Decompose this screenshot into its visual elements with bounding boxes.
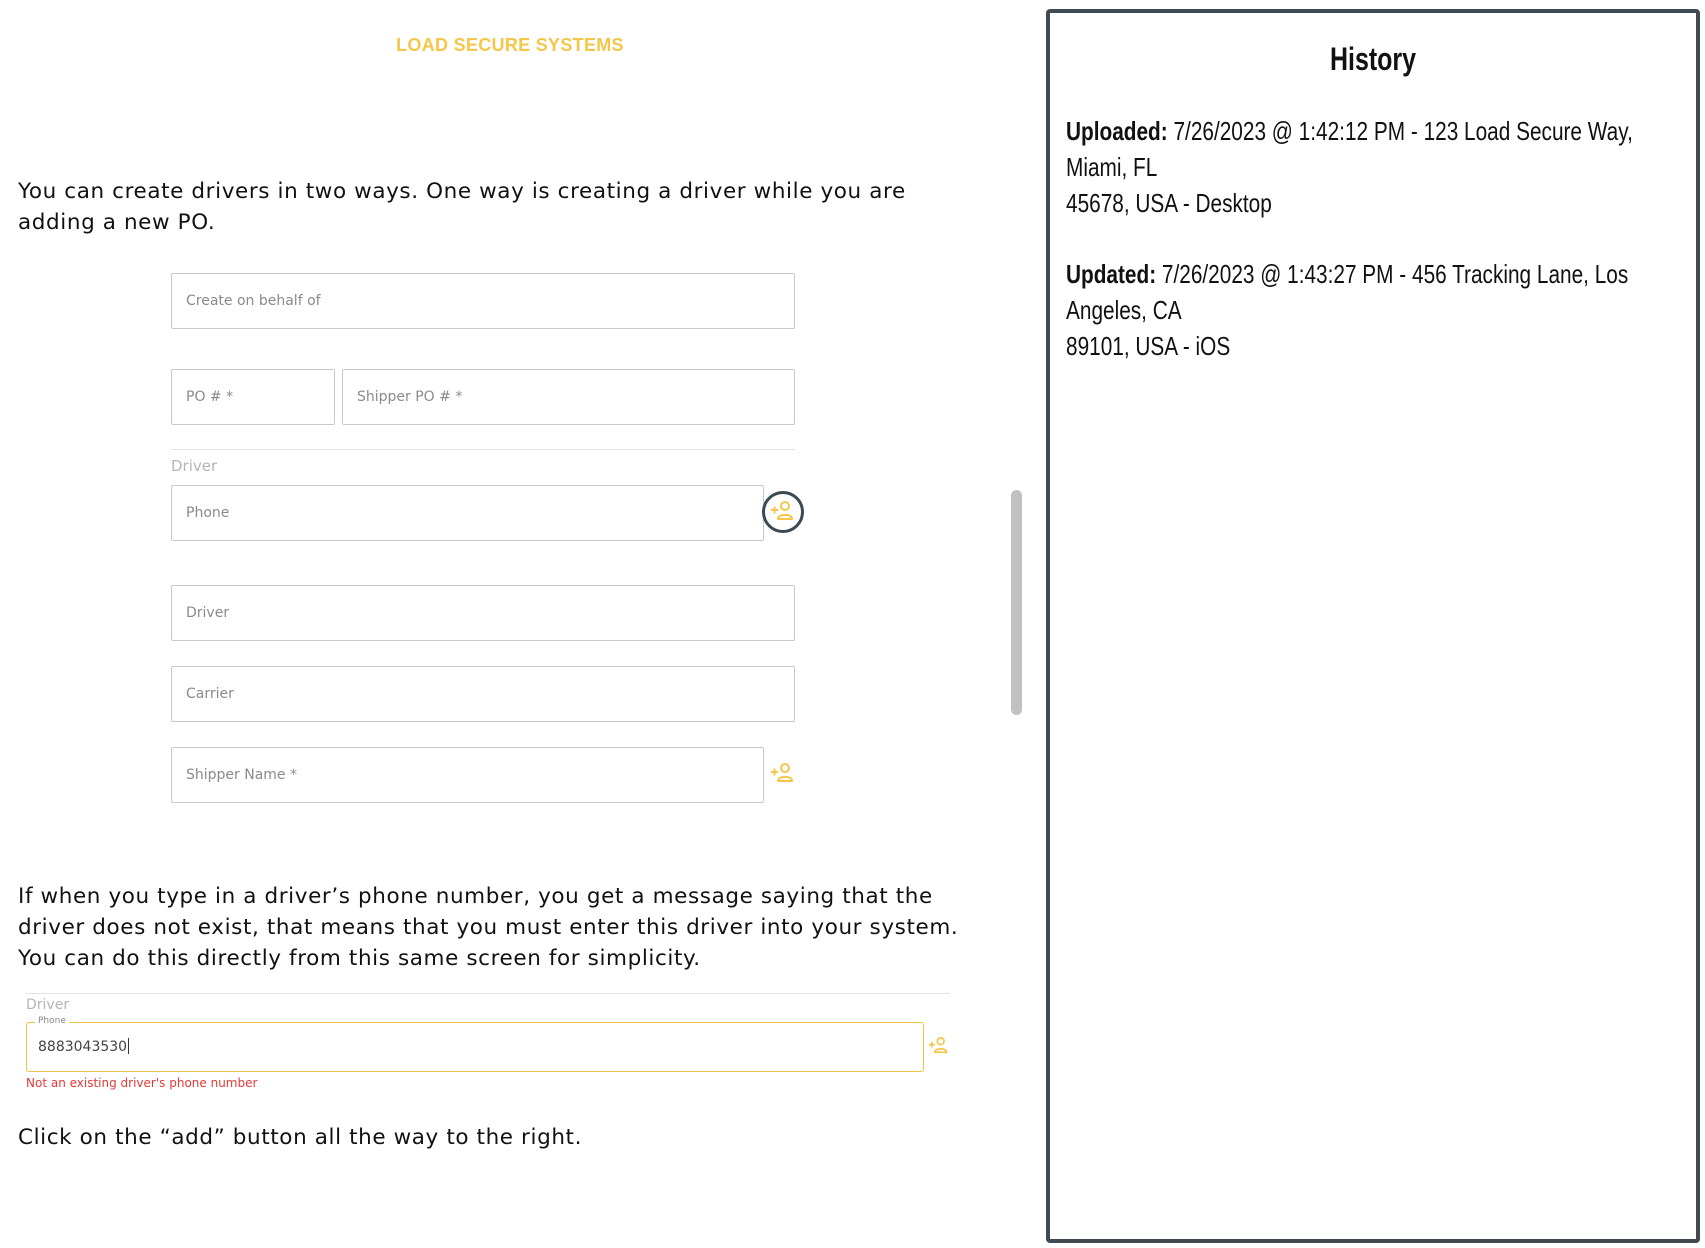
entry-address-line2: 89101, USA xyxy=(1066,331,1178,361)
explanation-paragraph: If when you type in a driver’s phone number, you get a message saying that the driver does not exist, that means that you must enter this driver into your system. You can do this directly from this same screen for simplicity. xyxy=(18,884,959,971)
history-panel xyxy=(1046,9,1700,1243)
scrollbar-thumb[interactable] xyxy=(1011,490,1022,715)
shipper-po-number-field[interactable] xyxy=(342,369,795,425)
text-cursor xyxy=(128,1038,129,1054)
create-on-behalf-placeholder: Create on behalf of xyxy=(186,293,321,309)
lookup-phone-legend: Phone xyxy=(35,1016,69,1026)
entry-address-line2: 45678, USA xyxy=(1066,188,1178,218)
lookup-phone-value-wrapper xyxy=(38,1038,129,1055)
lookup-phone-field[interactable] xyxy=(26,1022,924,1072)
entry-address-line1: 123 Load Secure Way, Miami, FL xyxy=(1066,116,1633,182)
shipper-name-placeholder: Shipper Name * xyxy=(186,767,297,783)
entry-label: Updated: xyxy=(1066,259,1157,289)
brand-logo-text: LOAD SECURE SYSTEMS xyxy=(396,35,624,55)
po-number-field[interactable] xyxy=(171,369,335,425)
intro-paragraph: You can create drivers in two ways. One way is creating a driver while you are adding a new PO. xyxy=(18,179,906,235)
add-driver-icon[interactable] xyxy=(770,500,796,522)
history-title: History xyxy=(1330,41,1416,77)
create-on-behalf-field[interactable] xyxy=(171,273,795,329)
history-entry-updated xyxy=(1066,256,1658,364)
entry-label: Uploaded: xyxy=(1066,116,1168,146)
lookup-driver-label: Driver xyxy=(26,997,70,1013)
driver-name-field[interactable] xyxy=(171,585,795,641)
phone-error-message: Not an existing driver's phone number xyxy=(26,1076,258,1090)
lookup-phone-value: 8883043530 xyxy=(38,1039,128,1055)
driver-name-placeholder: Driver xyxy=(186,605,230,621)
entry-device: - Desktop xyxy=(1182,188,1272,218)
entry-timestamp: 7/26/2023 @ 1:43:27 PM - xyxy=(1161,259,1407,289)
entry-device: - iOS xyxy=(1182,331,1231,361)
carrier-field[interactable] xyxy=(171,666,795,722)
lookup-divider xyxy=(26,993,950,994)
entry-timestamp: 7/26/2023 @ 1:42:12 PM - xyxy=(1173,116,1418,146)
driver-section-divider xyxy=(171,449,795,450)
driver-phone-placeholder: Phone xyxy=(186,505,230,521)
shipper-po-number-placeholder: Shipper PO # * xyxy=(357,389,463,405)
shipper-name-field[interactable] xyxy=(171,747,764,803)
carrier-placeholder: Carrier xyxy=(186,686,234,702)
driver-section-label: Driver xyxy=(171,457,218,475)
history-entry-uploaded xyxy=(1066,113,1658,221)
driver-phone-field[interactable] xyxy=(171,485,764,541)
closing-paragraph: Click on the “add” button all the way to the right. xyxy=(18,1125,583,1150)
po-number-placeholder: PO # * xyxy=(186,389,234,405)
add-shipper-icon[interactable] xyxy=(770,762,796,784)
lookup-add-driver-icon[interactable] xyxy=(928,1036,950,1055)
entry-address-line1: 456 Tracking Lane, Los Angeles, CA xyxy=(1066,259,1629,325)
